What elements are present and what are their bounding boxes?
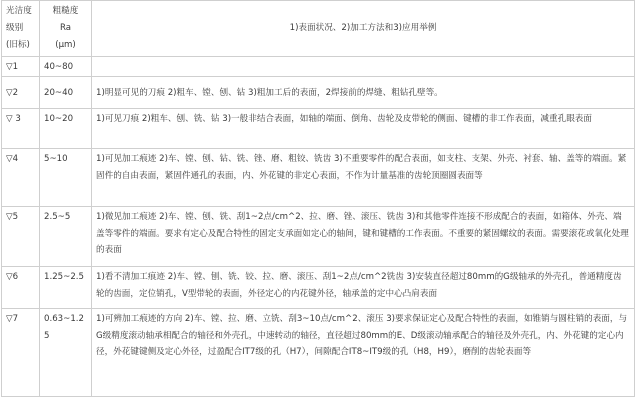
ra-cell: 10~20: [40, 109, 92, 149]
roughness-table: [1, 0, 635, 397]
table-row: [2, 309, 635, 397]
grade-cell: ▽4: [2, 149, 40, 207]
ra-cell: 5~10: [40, 149, 92, 207]
grade-cell: ▽ 3: [2, 109, 40, 149]
description-cell: 1)微见加工痕迹 2)车、镗、刨、铣、刮1~2点/cm^2、拉、磨、锉、滚压、铣齿 3)和其他零件连接不形成配合的表面，如箱体、外壳、端盖等零件的端面。要求有定心及配合特性的固定支承面如定心的轴间，键和键槽的工作表面。不重要的紧固螺纹的表面。需要滚花或氧化处理的表面: [92, 207, 635, 267]
header-grade-line-2: 级别: [6, 23, 24, 33]
header-grade-cell: [2, 1, 40, 57]
header-ra-line-3: (μm): [55, 40, 76, 50]
grade-cell: ▽7: [2, 309, 40, 397]
table-row: [2, 149, 635, 207]
table-row: [2, 109, 635, 149]
table-header-row: [2, 1, 635, 57]
description-cell: 1)可辨加工痕迹的方向 2)车、镗、拉、磨、立铣、刮3~10点/cm^2、滚压 3)要求保证定心及配合特性的表面，如锥销与圆柱销的表面，与G级精度滚动轴承相配合的轴径和外壳孔，中速转动的轴径，直径超过80mm的E、D级滚动轴承配合的轴径及外壳孔，内、外花键的定心内径，外花键键侧及定心外径，过盈配合IT7级的孔（H7），间隙配合IT8~IT9级的孔（H8，H9），磨削的齿轮表面等: [92, 309, 635, 397]
table-row: [2, 267, 635, 309]
header-grade-line-1: 光洁度: [6, 6, 32, 16]
header-ra-line-2: Ra: [59, 23, 72, 33]
description-cell: [92, 57, 635, 77]
header-description-cell: 1)表面状况、2)加工方法和3)应用举例: [92, 1, 635, 57]
ra-cell: 40~80: [40, 57, 92, 77]
ra-cell: 1.25~2.5: [40, 267, 92, 309]
header-ra-cell: [40, 1, 92, 57]
header-ra-line-1: 粗糙度: [52, 6, 79, 16]
grade-cell: ▽1: [2, 57, 40, 77]
description-cell: 1)可见加工痕迹 2)车、镗、刨、钻、铣、锉、磨、粗铰、铣齿 3)不重要零件的配合表面，如支柱、支架、外壳、衬套、轴、盖等的端面。紧固件的自由表面，紧固件通孔的表面，内、外花键的非定心表面，不作为计量基准的齿轮顶圈圆表面等: [92, 149, 635, 207]
description-cell: 1)明显可见的刀痕 2)粗车、镗、刨、钻 3)粗加工后的表面，2焊接前的焊缝、粗钻孔壁等。: [92, 77, 635, 109]
header-grade-line-3: (旧标): [6, 40, 30, 50]
ra-cell: 20~40: [40, 77, 92, 109]
ra-cell: 2.5~5: [40, 207, 92, 267]
table-row: [2, 207, 635, 267]
table-row: [2, 57, 635, 77]
grade-cell: ▽6: [2, 267, 40, 309]
description-cell: 1)看不清加工痕迹 2)车、镗、刨、铣、铰、拉、磨、滚压、刮1~2点/cm^2铣齿 3)安装直径超过80mm的G级轴承的外壳孔，普通精度齿轮的齿面，定位销孔，V型带轮的表面，外径定心的内花键外径，轴承盖的定中心凸肩表面: [92, 267, 635, 309]
ra-cell: 0.63~1.25: [40, 309, 92, 397]
table-row: [2, 77, 635, 109]
description-cell: 1)可见刀痕 2)粗车、刨、铣、钻 3)一般非结合表面，如轴的端面、倒角、齿轮及皮带轮的侧面、键槽的非工作表面，减重孔眼表面: [92, 109, 635, 149]
grade-cell: ▽5: [2, 207, 40, 267]
grade-cell: ▽2: [2, 77, 40, 109]
